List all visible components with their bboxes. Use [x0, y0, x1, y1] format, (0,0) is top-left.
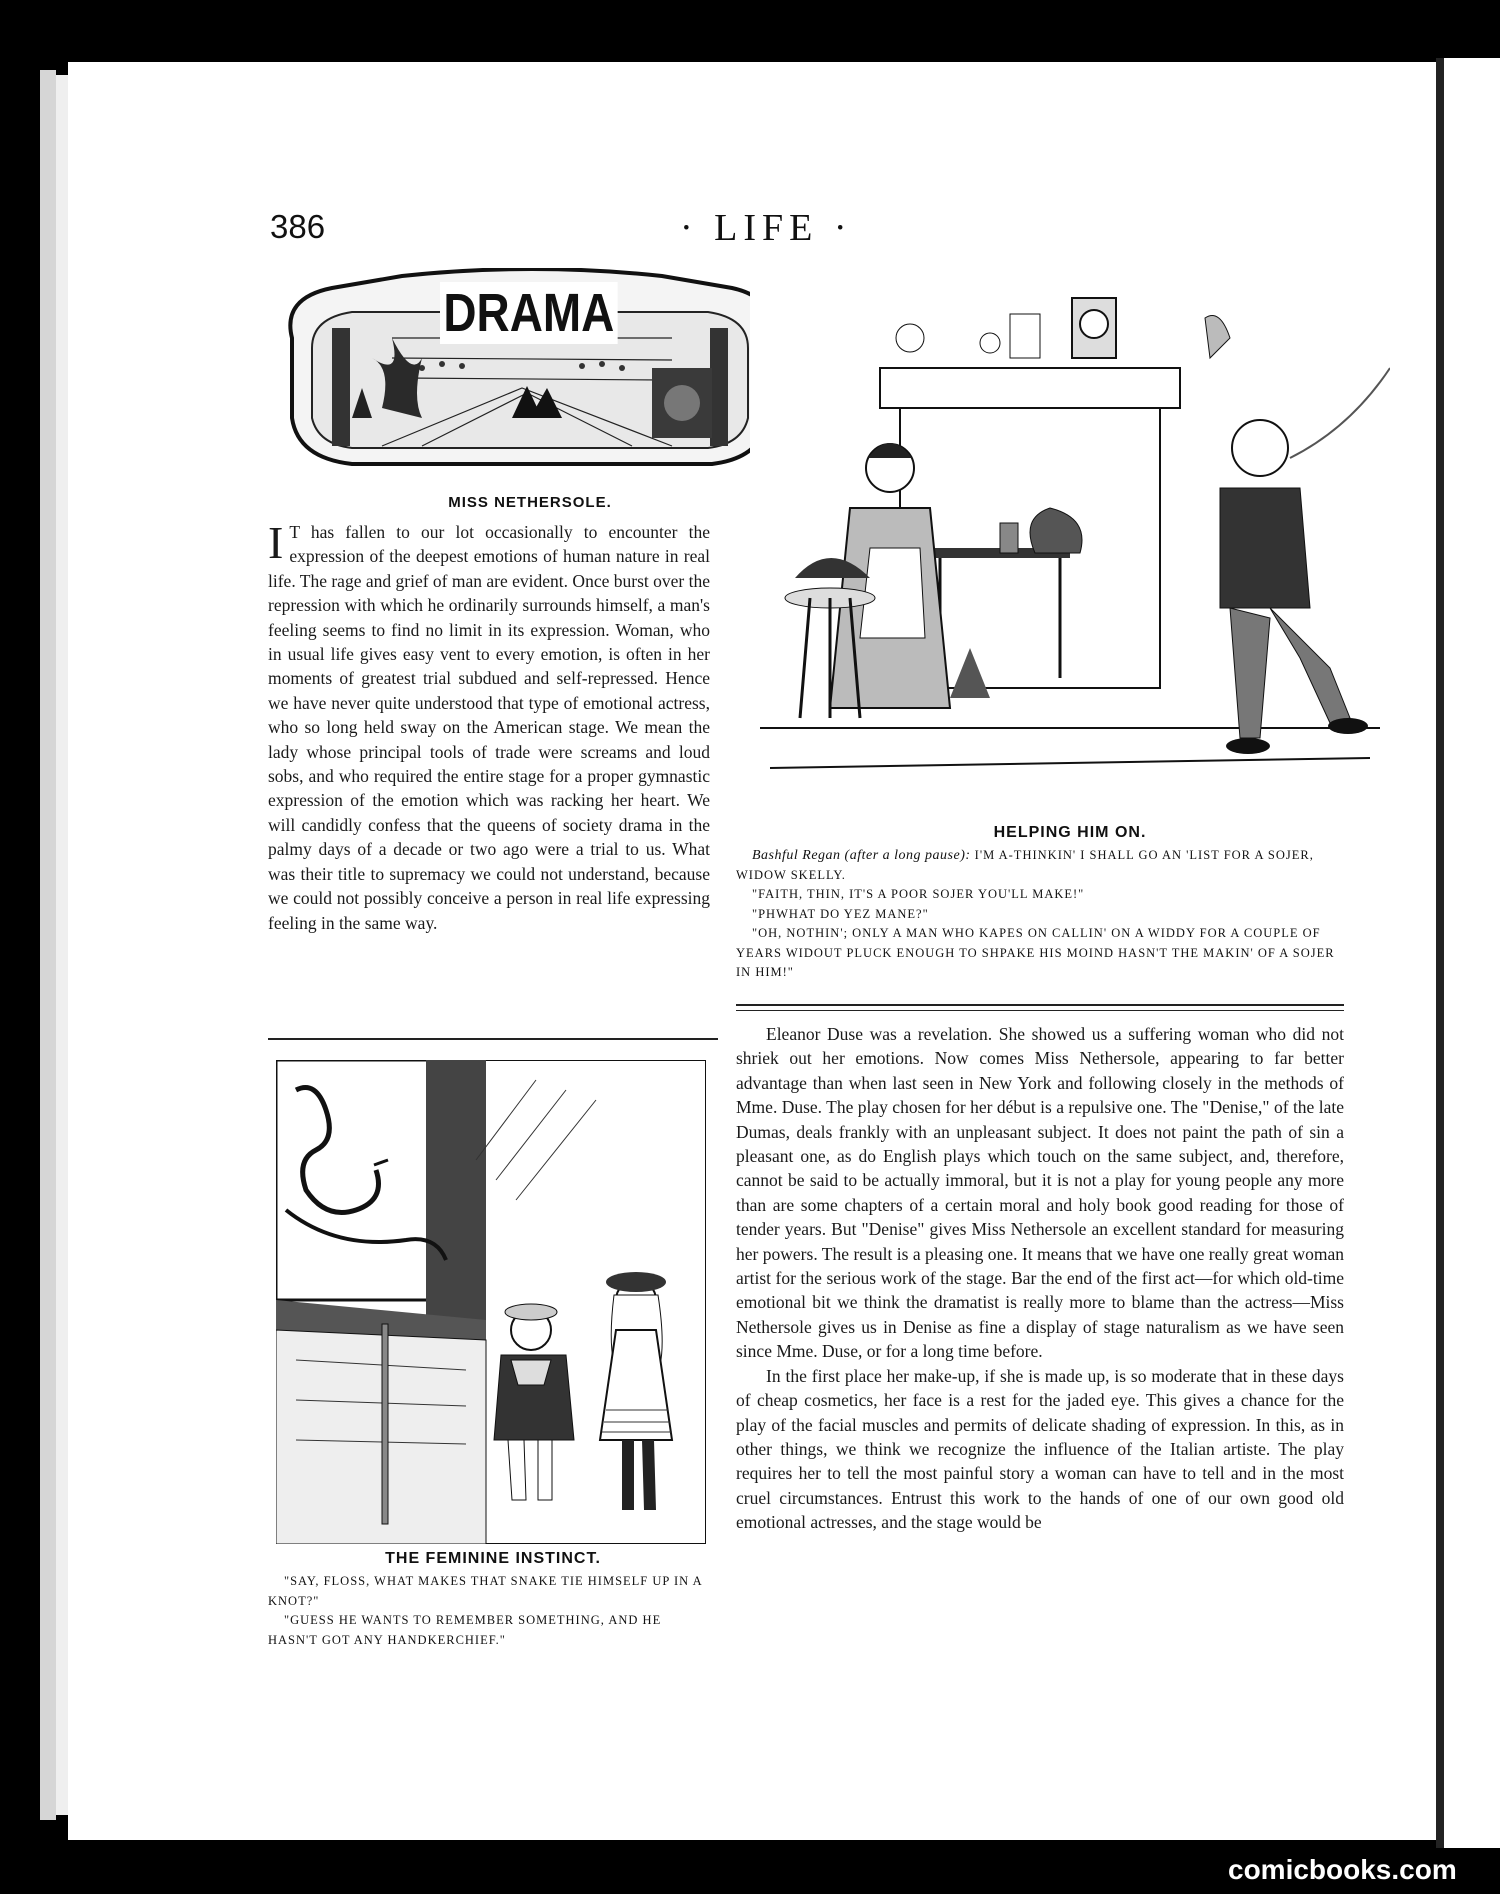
masthead-title: · LIFE · [680, 207, 853, 249]
caption-line-4: "OH, NOTHIN'; ONLY A MAN WHO KAPES ON CALLIN' ON A WIDDY FOR A COUPLE OF YEARS WIDOUT PLUCK ENOUGH TO SHPAKE HIS MOIND HASN'T THE MAKIN' OF A SOJER IN HIM!" [736, 926, 1335, 979]
helping-caption [736, 846, 1344, 983]
divider-rule-right-2 [736, 1010, 1344, 1011]
caption-speaker: Bashful Regan (after a long pause): [752, 848, 971, 863]
helping-him-on-art [750, 278, 1390, 818]
feminine-caption-title: THE FEMININE INSTINCT. [385, 1550, 601, 1567]
binding-edge-left-inner [56, 75, 68, 1815]
feminine-caption [268, 1572, 712, 1650]
page-gutter [1436, 58, 1444, 1848]
binding-edge-left [40, 70, 56, 1820]
feminine-caption-line-2: "GUESS HE WANTS TO REMEMBER SOMETHING, AND HE HASN'T GOT ANY HANDKERCHIEF." [268, 1613, 662, 1647]
caption-line-2: "FAITH, THIN, IT'S A POOR SOJER YOU'LL MAKE!" [752, 887, 1085, 901]
helping-caption-title: HELPING HIM ON. [993, 824, 1147, 841]
divider-rule-right [736, 1004, 1344, 1006]
drop-cap: I [268, 520, 284, 568]
helping-him-on-illustration [750, 278, 1390, 818]
page-number: 386 [270, 208, 326, 245]
caption-line-3: "PHWHAT DO YEZ MANE?" [752, 906, 929, 921]
drama-banner-title: DRAMA [440, 282, 618, 344]
article-text: T has fallen to our lot occasionally to encounter the expression of the deepest emotions of human nature in real life. The rage and grief of man are evident. Once burst over the repression with which he ordinarily surrounds himself, a man's feeling seems to find no limit in its expression. Woman, who in usual life gives easy vent to every emotion, is often in her moments of greatest trial subdued and self-repressed. Hence we have never quite understood that type of emotional actress, who so long held sway on the American stage. We mean the lady whose principal tools of trade were screams and loud sobs, and who required the entire stage for a proper gymnastic expression of the emotion which was racking her heart. We will candidly confess that the queens of society drama in the palmy days of a decade or two ago were a trial to us. What was their title to supremacy we could not understand, because we could not possibly conceive a person in real life expressing feeling in the same way. [268, 522, 710, 933]
caption-speech: I'M A-THINKIN' I SHALL GO AN 'LIST FOR A SOJER, WIDOW SKELLY. [736, 848, 1314, 882]
article-heading: MISS NETHERSOLE. [448, 494, 612, 511]
feminine-caption-line-1: "SAY, FLOSS, WHAT MAKES THAT SNAKE TIE HIMSELF UP IN A KNOT?" [268, 1574, 702, 1608]
caption-line-1 [736, 846, 1344, 885]
divider-rule-left [268, 1038, 718, 1040]
article-right-paragraph-1: Eleanor Duse was a revelation. She showed us a suffering woman who did not shriek out her emotions. Now comes Miss Nethersole, appearing to far better advantage than when last seen in New York and following closely in the methods of Mme. Duse. The play chosen for her début is a repulsive one. The "Denise," of the late Dumas, deals frankly with an unpleasant subject. It does not paint the path of sin a pleasant one, as do English plays which touch on the same subject, and, therefore, cannot be said to be actually immoral, but it is not a play for young people any more than are some chapters of a certain moral and holy book good reading for those of tender years. But "Denise" gives Miss Nethersole an excellent standard for measuring her powers. The result is a pleasing one. It means that we have one really great woman artist for the serious work of the stage. Bar the end of the first act—for which old-time emotional bit we think the dramatist is really more to blame than the actress—Miss Nethersole gives us in Denise as fine a display of stage naturalism as we have seen since Mme. Duse, or for a long time before. [736, 1024, 1344, 1362]
feminine-instinct-art [276, 1060, 706, 1544]
source-logo: comicbooks.com [1228, 1854, 1457, 1885]
article-body-right [736, 1022, 1344, 1658]
article-body-left [268, 520, 710, 1040]
article-right-paragraph-2: In the first place her make-up, if she is made up, is so moderate that in these days of cheap cosmetics, her face is a rest for the jaded eye. This gives a chance for the play of the facial muscles and permits of delicate shading of expression. In this, as in other things, we think we recognize the influence of the Italian artiste. The play requires her to tell the most painful story a woman can have to tell and in the most cruel circumstances. Entrust this work to the hands of one of our own good old emotional actresses, and the stage would be [736, 1365, 1344, 1533]
feminine-instinct-illustration [276, 1060, 706, 1544]
facing-page-edge [1444, 58, 1500, 1848]
